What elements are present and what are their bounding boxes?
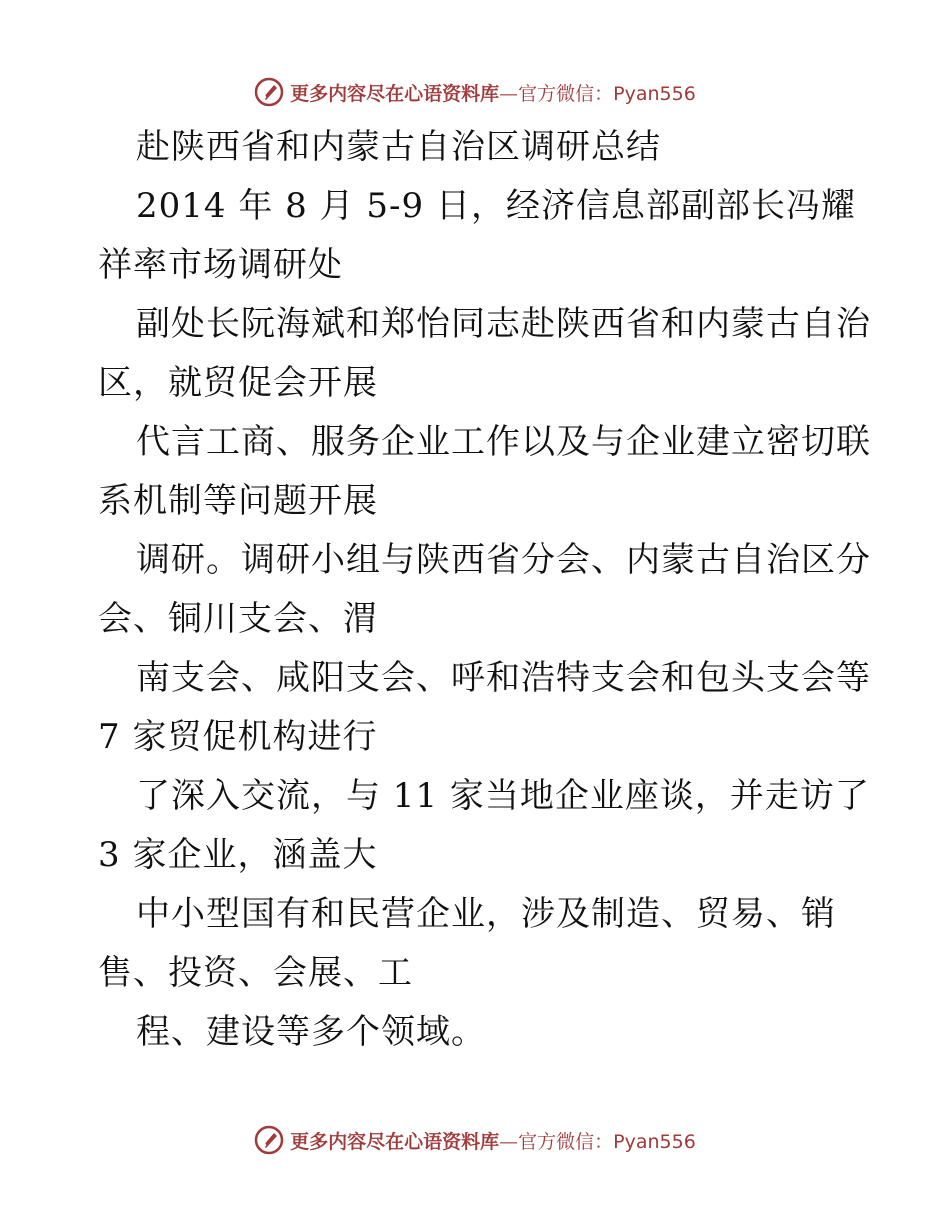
banner-dash: — <box>499 82 519 105</box>
header-banner <box>0 72 950 112</box>
paragraph-line: 了深入交流，与 11 家当地企业座谈，并走访了 <box>136 776 870 816</box>
seal-logo-icon <box>254 1125 284 1155</box>
paragraph-line: 2014 年 8 月 5-9 日，经济信息部副部长冯耀 <box>136 186 856 226</box>
paragraph-line: 南支会、咸阳支会、呼和浩特支会和包头支会等 <box>136 658 871 698</box>
paragraph-line: 程、建设等多个领域。 <box>136 1012 486 1052</box>
paragraph-line: 副处长阮海斌和郑怡同志赴陕西省和内蒙古自治 <box>136 304 871 344</box>
header-banner-text <box>290 79 696 106</box>
paragraph-line: 3 家企业，涵盖大 <box>98 835 378 875</box>
footer-banner <box>0 1120 950 1160</box>
document-title: 赴陕西省和内蒙古自治区调研总结 <box>136 127 661 167</box>
paragraph-line: 祥率市场调研处 <box>98 245 343 285</box>
paragraph-line: 中小型国有和民营企业，涉及制造、贸易、销 <box>136 894 836 934</box>
banner-prefix: 更多内容尽在心语资料库 <box>290 82 500 105</box>
banner-prefix: 更多内容尽在心语资料库 <box>290 1130 500 1153</box>
footer-banner-text <box>290 1127 696 1154</box>
paragraph-line: 系机制等问题开展 <box>98 481 378 521</box>
paragraph-line: 会、铜川支会、渭 <box>98 599 378 639</box>
banner-wechat: 官方微信：Pyan556 <box>518 82 696 105</box>
paragraph-line: 售、投资、会展、工 <box>98 953 413 993</box>
paragraph-line: 区，就贸促会开展 <box>98 363 378 403</box>
paragraph-line: 7 家贸促机构进行 <box>98 717 378 757</box>
paragraph-line: 代言工商、服务企业工作以及与企业建立密切联 <box>136 422 871 462</box>
banner-wechat: 官方微信：Pyan556 <box>518 1130 696 1153</box>
paragraph-line: 调研。调研小组与陕西省分会、内蒙古自治区分 <box>136 540 871 580</box>
document-body <box>98 118 878 1062</box>
seal-logo-icon <box>254 77 284 107</box>
banner-dash: — <box>499 1130 519 1153</box>
